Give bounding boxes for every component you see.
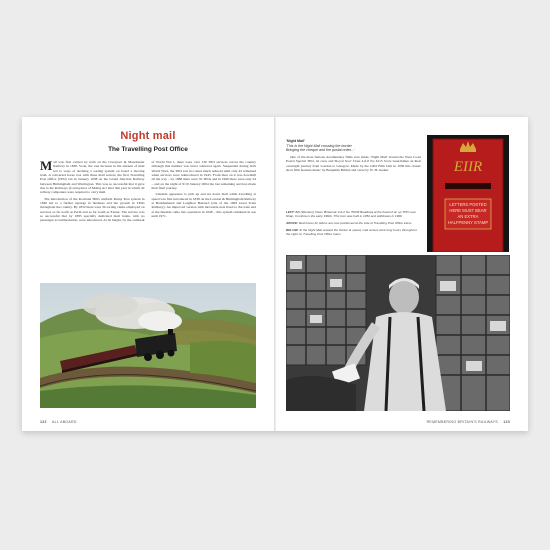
postbox-photo xyxy=(427,135,509,252)
quote-title: 'Night Mail' xyxy=(286,139,305,143)
steam-train-photo xyxy=(40,283,256,408)
drop-cap: M xyxy=(40,160,53,173)
article-body xyxy=(40,160,256,280)
book-spread xyxy=(22,117,528,431)
page-title: Night mail xyxy=(120,130,176,142)
plate-line: HALFPENNY STAMP xyxy=(447,220,489,225)
postbox-illustration xyxy=(427,135,509,252)
running-footer: ALL ABOARD xyxy=(52,420,77,424)
plate-line: LETTERS POSTED xyxy=(449,202,487,207)
plate-line: AN EXTRA xyxy=(457,214,479,219)
quote-line: Bringing the cheque and the postal order...' xyxy=(286,148,355,152)
article-paragraph: The introduction of the Rowland Hill's uniform Penny Post system in 1840 led to a further upsurge in business and the growth in TPOs throughout the country. By 1852 there were 39 sorting clerks employed on services as far north as Perth and as far south as Exeter. The service was so successful that by 1885 specially dedicated mail trains, with no passenger accommodation, were introduced. At its height, by the outbreak of World War I, there were over 130 TPO services across the country although this number was never achieved again. Suspended during both World Wars, the TPO saw its routes much reduced until only 43 remained when services were reintroduced in 1945. From then on it was downhill all the way – by 1988 there were 35 TPOs and in 1990 there were only 24 – and on the night of 9/10 January 2004 the last remaining services made their final journey. xyxy=(40,160,256,223)
running-footer: REMEMBERING BRITAIN'S RAILWAYS xyxy=(426,420,498,424)
sidebar-body xyxy=(286,155,421,172)
caption: LEFT: BR (Western) Class 'Britannia' 4-6-2 No 70036 Boadicea at the head of an up TPO near Shap, Cumbria in the early 1960s. This loco was built in 1952 and withdrawn in 1966. xyxy=(286,210,416,218)
page-number: 123 xyxy=(503,420,510,424)
steam-train-illustration xyxy=(40,283,256,408)
plate-line: HERE MUST BEAR xyxy=(449,208,487,213)
caption: ABOVE: Red boxes for letters are now positioned at the side of Travelling Post Office trains. xyxy=(286,220,413,225)
mail-sorter-illustration xyxy=(286,255,510,411)
quote-line: 'This is the Night Mail crossing the border xyxy=(286,143,352,148)
article-paragraph: Mail was first carried by train on the Liverpool & Manchester Railway in 1830. Soon, the vast increase in the amount of mail led to ways of devising a sorting system on board a moving train. A converted horse box with three mail sorters, the first Travelling Post Office (TPO) ran in January 1838 on the Grand Junction Railway between Birmingham and Warrington. This was so successful that it gave rise to the Railways (Conveyance of Mails) Act later that year in which all railway companies were required to carry mail. xyxy=(40,160,145,195)
page-subtitle: The Travelling Post Office xyxy=(108,146,188,153)
photo-captions xyxy=(286,211,421,240)
right-page xyxy=(276,117,528,431)
caption: BELOW: At the Night Mail onward the border at speed, mail sorters work long hours throughout the night on Travelling Post Office trains. xyxy=(286,227,417,236)
article-paragraph: Lineside apparatus to pick up and set down mail while travelling at speed was first introduced in 1838 on the London & Birmingham Railway at Berkhamsted and Leighton Buzzard (site of the 1963 Great Train Robbery). An improved version with moveable nets fixed to the train and at the lineside came into operation in 1848 – this system remained in use until 1971. xyxy=(151,192,256,219)
royal-cipher: EIIR xyxy=(453,159,483,175)
left-page xyxy=(22,117,274,431)
pull-quote xyxy=(286,139,421,153)
sidebar-paragraph: One of the most famous documentary films ever made, 'Night Mail' starred the West Coast Postal Special TPO, its crew and 'Royal Scot' Class 4-6-0 No 6115 Scots Guardsman on their overnight journey from London to Glasgow. Made by the GPO Film Unit in 1936 this classic short film features music by Benjamin Britten and verse by W. H. Auden. xyxy=(286,155,421,173)
mail-sorter-photo xyxy=(286,255,510,411)
page-number: 122 xyxy=(40,420,47,424)
